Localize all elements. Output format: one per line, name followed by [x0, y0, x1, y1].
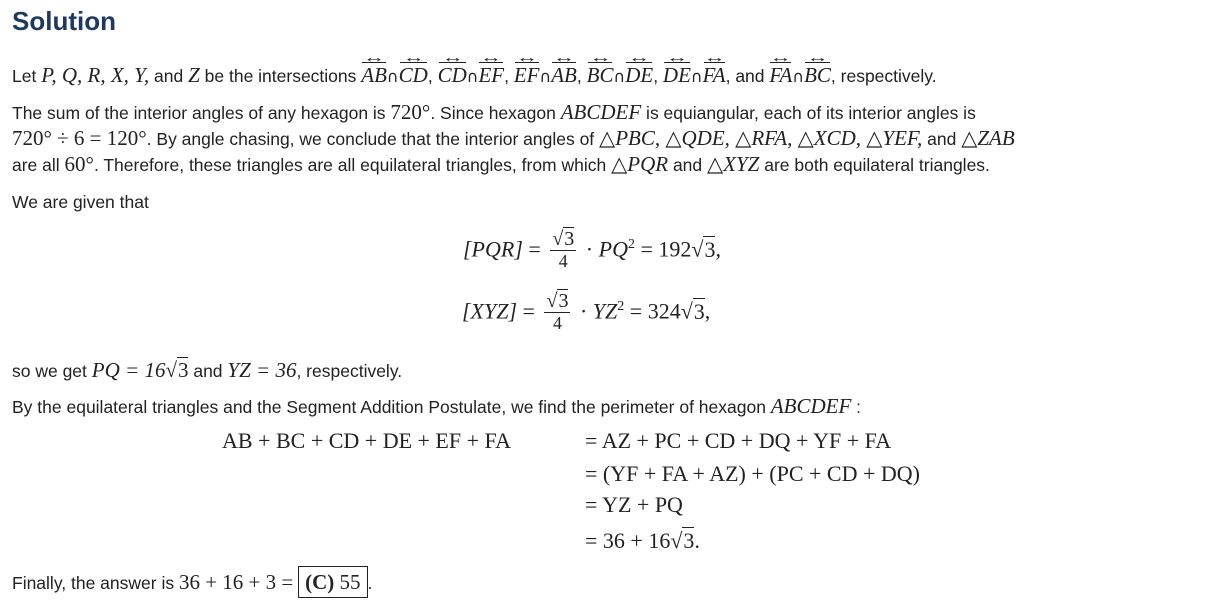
text: and: [668, 155, 708, 175]
intersect-symbol: ∩: [613, 67, 626, 86]
result-paragraph: so we get PQ = 16√3 and YZ = 36, respectively.: [12, 358, 403, 382]
math-vars: P, Q, R, X, Y,: [41, 63, 150, 87]
comma: ,: [427, 66, 438, 86]
final-answer-paragraph: [12, 566, 372, 598]
intersect-symbol: ∩: [690, 67, 703, 86]
math-lhs: [PQR]: [463, 236, 523, 262]
math-sum: 36 + 16 + 3 =: [178, 570, 294, 594]
text: . By angle chasing, we conclude that the interior angles of: [146, 129, 600, 149]
coef: 324: [647, 298, 681, 324]
intersections-paragraph: [12, 60, 937, 90]
perimeter-paragraph: [12, 393, 861, 420]
radicand: 3: [693, 298, 705, 324]
intersect-symbol: ∩: [792, 67, 805, 86]
area-equation-pqr: [PQR] = $\frac{√3}{4}$ · $PQ^2 = 192√3$,: [463, 228, 721, 271]
line-cd: CD ↔: [438, 60, 467, 88]
line-ab: AB ↔: [551, 60, 577, 88]
line-fa: FA ↔: [769, 60, 792, 88]
line-bc: BC ↔: [587, 60, 614, 88]
comma: ,: [504, 66, 514, 86]
text: , respectively.: [830, 66, 937, 86]
radicand: 3: [564, 228, 575, 250]
radicand: 3: [704, 236, 716, 262]
math-lhs: [XYZ]: [462, 298, 518, 324]
comma: ,: [576, 66, 587, 86]
perimeter-row-1: = AZ + PC + CD + DQ + YF + FA: [585, 428, 892, 453]
text: .: [367, 573, 373, 593]
intersect-symbol: ∩: [386, 67, 399, 86]
line-ef: EF ↔: [514, 60, 540, 88]
text: = 36 + 16: [585, 528, 671, 553]
text: . Since hexagon: [430, 103, 561, 123]
text: be the intersections: [199, 66, 362, 86]
text: :: [851, 397, 862, 417]
coef: 192: [658, 236, 692, 262]
math-hexagon: ABCDEF: [560, 100, 642, 124]
text: and: [188, 361, 228, 381]
text: is equiangular, each of its interior angles is: [641, 103, 976, 123]
area-equation-xyz: [XYZ] = $\frac{√3}{4}$ · $YZ^2 = 324√3$,: [462, 290, 711, 333]
text: The sum of the interior angles of any hexagon is: [12, 103, 391, 123]
line-ab: AB ↔: [361, 60, 387, 88]
text: , respectively.: [296, 361, 403, 381]
radicand: 3: [683, 528, 695, 553]
line-fa: FA ↔: [703, 60, 726, 88]
text: Finally, the answer is: [12, 573, 179, 593]
math-triangle-pqr: △PQR: [611, 152, 669, 176]
math-var-z: Z: [188, 63, 200, 87]
text: Let: [12, 66, 42, 86]
line-cd: CD ↔: [399, 60, 428, 88]
math-hexagon: ABCDEF: [770, 394, 852, 418]
text: By the equilateral triangles and the Segment Addition Postulate, we find the perimeter of hexagon: [12, 397, 771, 417]
line-bc: BC ↔: [804, 60, 831, 88]
math-pq-value: PQ = 16: [91, 358, 166, 382]
radicand: 3: [177, 358, 189, 382]
text: so we get: [12, 361, 92, 381]
text: and: [922, 129, 962, 149]
given-paragraph: We are given that: [12, 192, 149, 212]
math-triangles: △PBC, △QDE, △RFA, △XCD, △YEF,: [599, 126, 923, 150]
fraction: $\frac{√3}{4}$: [552, 228, 575, 271]
denominator: 4: [558, 251, 568, 271]
perimeter-row-3: = YZ + PQ: [585, 492, 683, 517]
math-yz: YZ: [592, 298, 618, 324]
line-de: DE ↔: [663, 60, 691, 88]
comma: ,: [653, 66, 663, 86]
angles-paragraph-line1: [12, 99, 976, 126]
denominator: 4: [552, 313, 562, 333]
math-yz-value: YZ = 36: [227, 358, 297, 382]
math-division: 720° ÷ 6 = 120°: [12, 126, 147, 150]
line-de: DE ↔: [625, 60, 653, 88]
line-ef: EF ↔: [478, 60, 504, 88]
text: are all: [12, 155, 65, 175]
angles-paragraph-line2: [12, 125, 1015, 152]
angles-paragraph-line3: [12, 151, 990, 178]
fraction: $\frac{√3}{4}$: [546, 290, 569, 333]
text: are both equilateral triangles.: [759, 155, 990, 175]
radicand: 3: [558, 290, 569, 312]
solution-heading: Solution: [12, 6, 116, 36]
math-triangle-zab: △ZAB: [961, 126, 1015, 150]
math-triangle-xyz: △XYZ: [707, 152, 760, 176]
intersect-symbol: ∩: [539, 67, 552, 86]
text: . Therefore, these triangles are all equilateral triangles, from which: [93, 155, 612, 175]
answer-box: [298, 566, 367, 598]
text: , and: [725, 66, 770, 86]
perimeter-row-4: = 36 + 16√3.: [585, 528, 700, 553]
text: and: [149, 66, 189, 86]
intersect-symbol: ∩: [466, 67, 479, 86]
math-60: 60°: [64, 152, 94, 176]
perimeter-row-2: = (YF + FA + AZ) + (PC + CD + DQ): [585, 461, 921, 486]
math-pq: PQ: [598, 236, 628, 262]
answer-value: 55: [334, 570, 361, 594]
perimeter-lhs: AB + BC + CD + DE + EF + FA: [222, 428, 511, 453]
math-720: 720°: [390, 100, 431, 124]
text: .: [694, 528, 700, 553]
answer-choice: (C): [305, 570, 335, 594]
